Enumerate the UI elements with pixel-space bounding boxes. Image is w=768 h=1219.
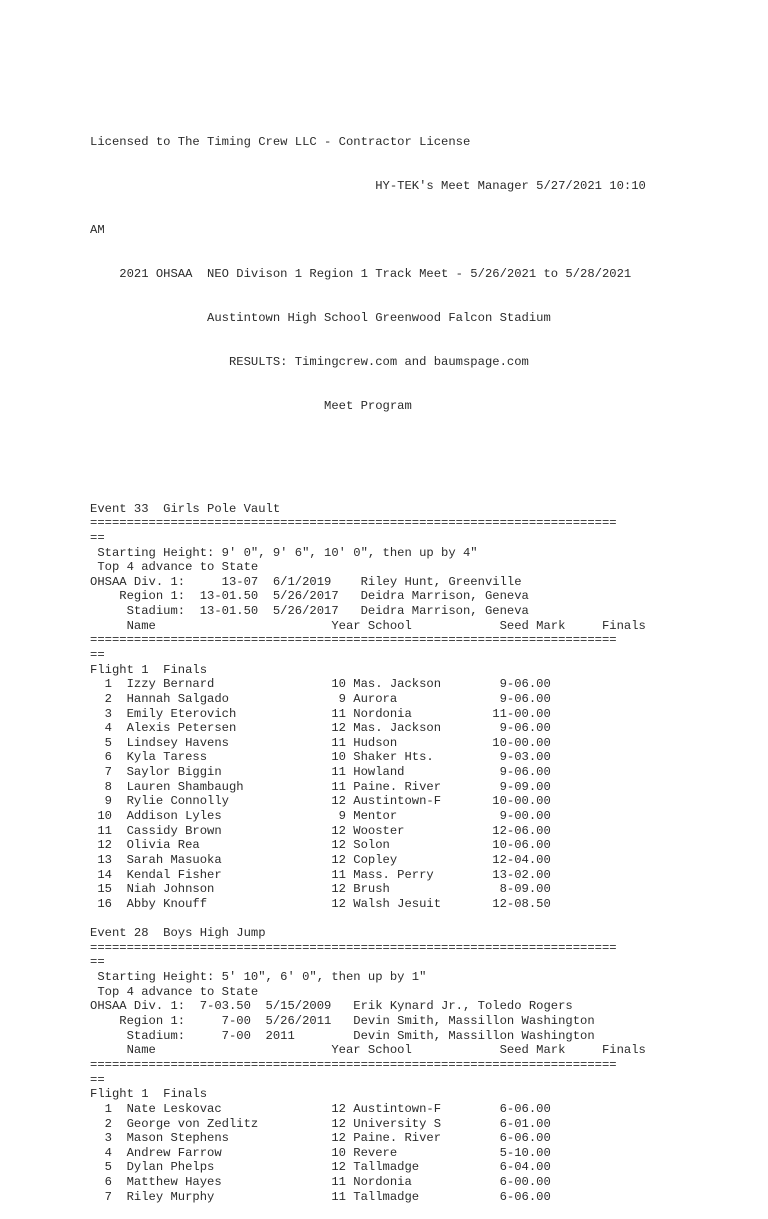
results-document (90, 106, 646, 1219)
entry-row: 7 Saylor Biggin 11 Howland 9-06.00 (90, 765, 551, 780)
column-header: Name Year School Seed Mark Finals (90, 618, 646, 633)
entry-row: 16 Abby Knouff 12 Walsh Jesuit 12-08.50 (90, 896, 551, 911)
entry-row: 10 Addison Lyles 9 Mentor 9-00.00 (90, 809, 551, 824)
record-line: OHSAA Div. 1: 13-07 6/1/2019 Riley Hunt, Greenville (90, 574, 522, 589)
entry-row: 4 Andrew Farrow 10 Revere 5-10.00 (90, 1145, 551, 1160)
entry-row: 5 Dylan Phelps 12 Tallmadge 6-04.00 (90, 1160, 551, 1175)
software-line-wrap: AM (90, 223, 105, 238)
entry-row: 6 Matthew Hayes 11 Nordonia 6-00.00 (90, 1175, 551, 1190)
separator: ======================================================================== (90, 1057, 617, 1072)
flight-title: Flight 1 Finals (90, 662, 208, 677)
event-section (90, 502, 646, 927)
column-header: Name Year School Seed Mark Finals (90, 1043, 646, 1058)
event-title: Event 28 Boys High Jump (90, 926, 266, 941)
advance-note: Top 4 advance to State (90, 984, 259, 999)
entry-row: 3 Mason Stephens 12 Paine. River 6-06.00 (90, 1131, 551, 1146)
advance-note: Top 4 advance to State (90, 560, 259, 575)
entry-row: 4 Alexis Petersen 12 Mas. Jackson 9-06.00 (90, 721, 551, 736)
starting-height: Starting Height: 9' 0", 9' 6", 10' 0", then up by 4" (90, 545, 478, 560)
separator-wrap: == (90, 648, 105, 662)
meet-title: 2021 OHSAA NEO Divison 1 Region 1 Track Meet - 5/26/2021 to 5/28/2021 (90, 267, 632, 282)
entry-row: 1 Izzy Bernard 10 Mas. Jackson 9-06.00 (90, 677, 551, 692)
entry-row: 6 Kyla Taress 10 Shaker Hts. 9-03.00 (90, 750, 551, 765)
spacer (90, 912, 646, 927)
separator-wrap: == (90, 1072, 105, 1087)
separator-wrap: == (90, 530, 105, 545)
entry-row: 5 Lindsey Havens 11 Hudson 10-00.00 (90, 735, 551, 750)
entry-row: 7 Riley Murphy 11 Tallmadge 6-06.00 (90, 1189, 551, 1204)
flight-title: Flight 1 Finals (90, 1087, 208, 1102)
entry-row: 13 Sarah Masuoka 12 Copley 12-04.00 (90, 852, 551, 867)
events-container (90, 502, 646, 1205)
separator: ======================================================================== (90, 940, 617, 955)
entry-row: 9 Rylie Connolly 12 Austintown-F 10-00.00 (90, 794, 551, 809)
separator: ======================================================================== (90, 633, 617, 648)
entry-row: 11 Cassidy Brown 12 Wooster 12-06.00 (90, 823, 551, 838)
entry-row: 3 Emily Eterovich 11 Nordonia 11-00.00 (90, 706, 551, 721)
event-title: Event 33 Girls Pole Vault (90, 501, 281, 516)
software-line: HY-TEK's Meet Manager 5/27/2021 10:10 (90, 179, 646, 194)
entry-row: 14 Kendal Fisher 11 Mass. Perry 13-02.00 (90, 867, 551, 882)
separator-wrap: == (90, 955, 105, 970)
entry-row: 2 Hannah Salgado 9 Aurora 9-06.00 (90, 691, 551, 706)
entry-row: 1 Nate Leskovac 12 Austintown-F 6-06.00 (90, 1101, 551, 1116)
entry-row: 2 George von Zedlitz 12 University S 6-01.00 (90, 1116, 551, 1131)
record-line: Region 1: 7-00 5/26/2011 Devin Smith, Massillon Washington (90, 1014, 595, 1029)
separator: ======================================================================== (90, 516, 617, 531)
results-info: RESULTS: Timingcrew.com and baumspage.com (90, 355, 529, 370)
record-line: OHSAA Div. 1: 7-03.50 5/15/2009 Erik Kynard Jr., Toledo Rogers (90, 999, 573, 1014)
entry-row: 15 Niah Johnson 12 Brush 8-09.00 (90, 882, 551, 897)
record-line: Region 1: 13-01.50 5/26/2017 Deidra Marrison, Geneva (90, 589, 529, 604)
event-section (90, 926, 646, 1204)
entry-row: 8 Lauren Shambaugh 11 Paine. River 9-09.00 (90, 779, 551, 794)
record-line: Stadium: 7-00 2011 Devin Smith, Massillon Washington (90, 1028, 595, 1043)
record-line: Stadium: 13-01.50 5/26/2017 Deidra Marrison, Geneva (90, 604, 529, 619)
license-line: Licensed to The Timing Crew LLC - Contractor License (90, 135, 471, 150)
starting-height: Starting Height: 5' 10", 6' 0", then up by 1" (90, 970, 427, 985)
program-title: Meet Program (90, 399, 412, 414)
entry-row: 12 Olivia Rea 12 Solon 10-06.00 (90, 838, 551, 853)
spacer (90, 443, 646, 458)
venue: Austintown High School Greenwood Falcon Stadium (90, 311, 551, 326)
